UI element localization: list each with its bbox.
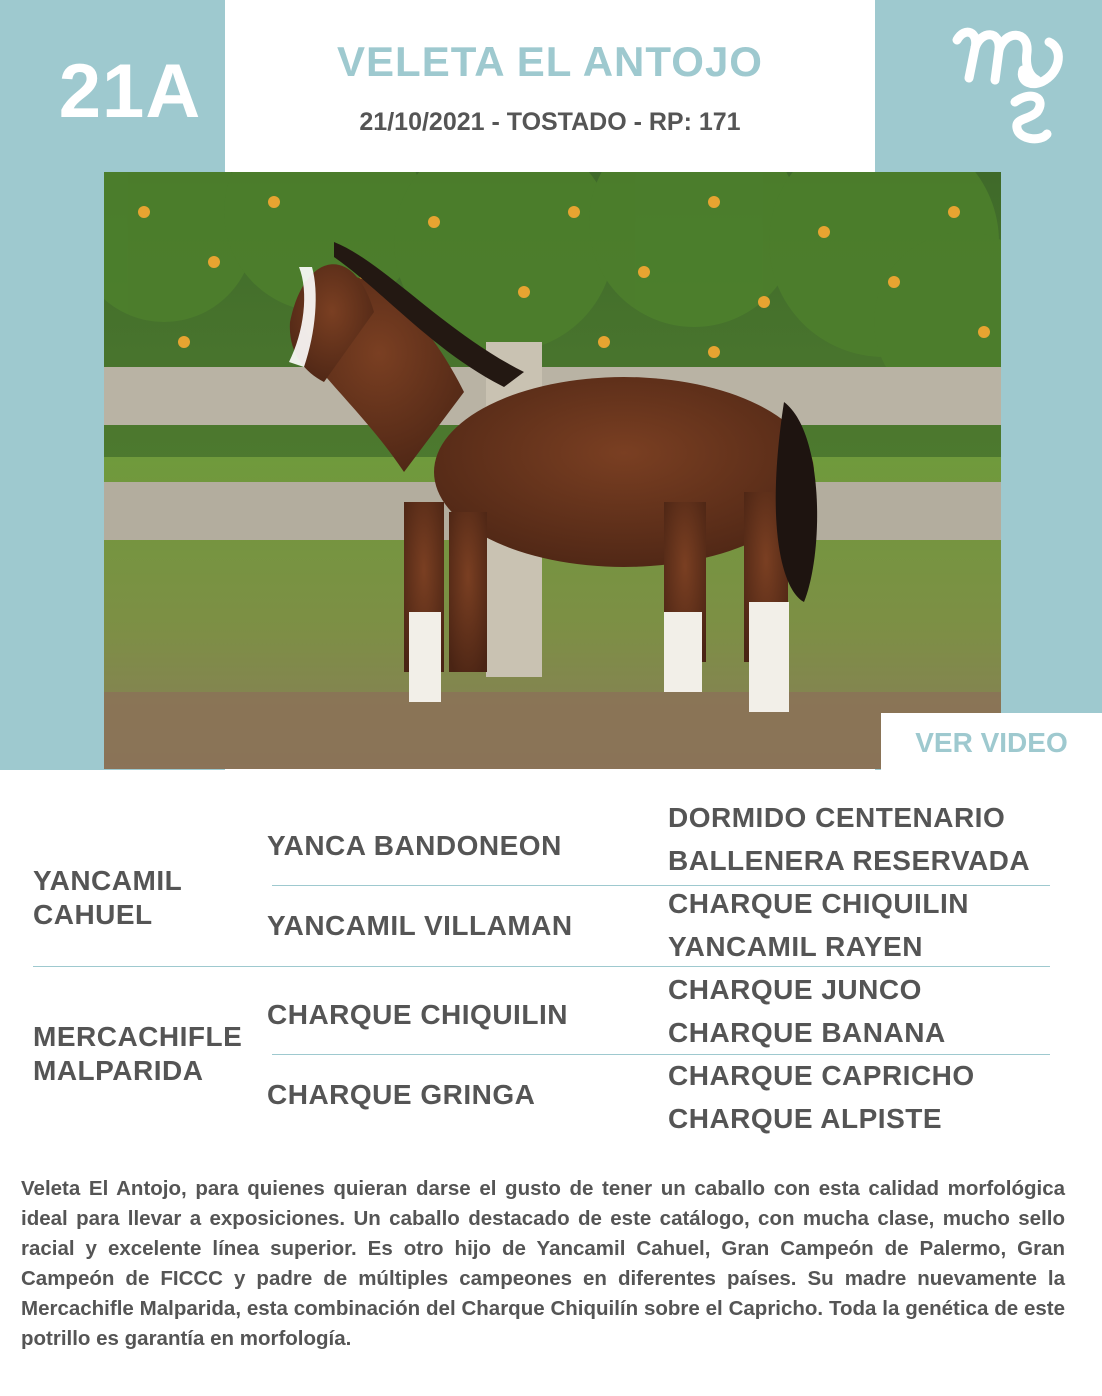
horse-description: Veleta El Antojo, para quienes quieran darse el gusto de tener un caballo con esta calidad morfológica ideal para llevar a exposiciones. Un caballo destacado de este catálogo, con mucha clase, mucho sello racial y excelente línea superior. Es otro hijo de Yancamil Cahuel, Gran Campeón de Palermo, Gran Campeón de FICCC y padre de múltiples campeones en diferentes países. Su madre nuevamente la Mercachifle Malparida, esta combinación del Charque Chiquilín sobre el Capricho. Toda la genética de este potrillo es garantía en morfología. — [21, 1177, 1065, 1350]
maternal-grandsire: CHARQUE CHIQUILIN — [267, 999, 568, 1030]
paternal-grandsire: YANCA BANDONEON — [267, 830, 562, 861]
great-grandparent-1: DORMIDO CENTENARIO — [668, 802, 1006, 833]
dam-name-line1: MERCACHIFLE — [33, 1021, 243, 1052]
great-grandparent-8: CHARQUE ALPISTE — [668, 1103, 943, 1134]
pedigree-divider-dam-sub — [272, 1054, 1050, 1055]
horse-details: 21/10/2021 - TOSTADO - RP: 171 — [359, 108, 741, 136]
dam-name-line2: MALPARIDA — [33, 1055, 204, 1086]
great-grandparent-3: CHARQUE CHIQUILIN — [668, 888, 969, 919]
sire-name-line2: CAHUEL — [33, 899, 153, 930]
great-grandparent-2: BALLENERA RESERVADA — [668, 845, 1031, 876]
maternal-granddam: CHARQUE GRINGA — [267, 1079, 536, 1110]
paternal-granddam: YANCAMIL VILLAMAN — [267, 910, 573, 941]
horse-photo — [104, 172, 1001, 769]
great-grandparent-5: CHARQUE JUNCO — [668, 974, 922, 1005]
great-grandparent-4: YANCAMIL RAYEN — [668, 931, 923, 962]
pedigree-divider-main — [33, 966, 1050, 967]
ver-video-button[interactable]: VER VIDEO — [881, 713, 1102, 773]
horse-name: VELETA EL ANTOJO — [337, 38, 763, 85]
cattle-brand-icon — [945, 18, 1075, 153]
dam-name — [33, 1020, 242, 1088]
sire-name — [33, 864, 182, 932]
great-grandparent-6: CHARQUE BANANA — [668, 1017, 946, 1048]
pedigree-divider-sire-sub — [272, 885, 1050, 886]
lot-number: 21A — [58, 49, 202, 134]
sire-name-line1: YANCAMIL — [33, 865, 183, 896]
great-grandparent-7: CHARQUE CAPRICHO — [668, 1060, 975, 1091]
